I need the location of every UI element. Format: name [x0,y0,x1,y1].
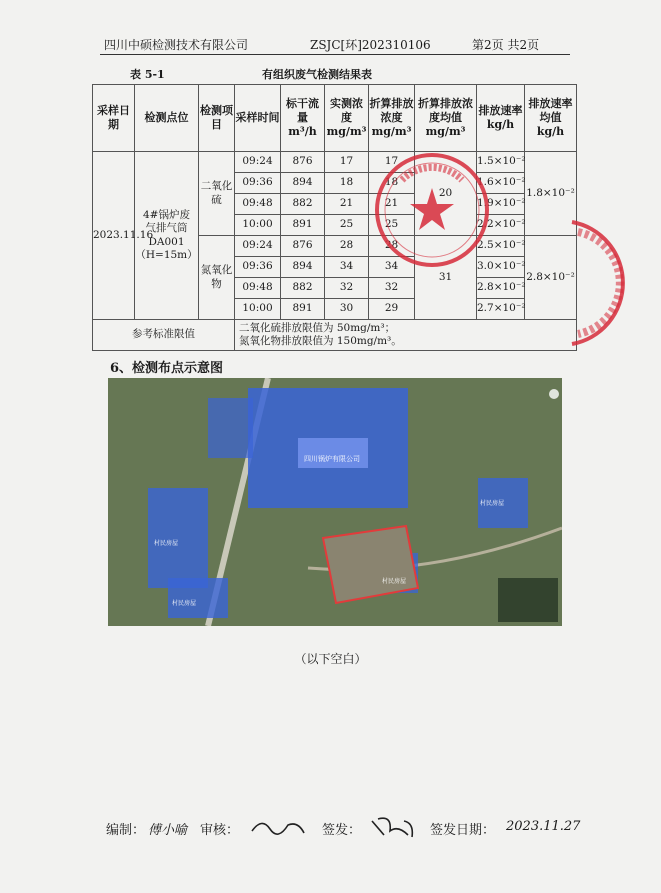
cell-time: 09:36 [235,173,281,194]
table-caption: 有组织废气检测结果表 [262,68,372,81]
cell-rate: 2.7×10⁻² [477,299,525,320]
map-village-label: 村民房屋 [480,500,505,507]
col-header: 折算排放浓度均值 mg/m³ [415,85,477,152]
col-header: 采样时间 [235,85,281,152]
standard-line: 二氧化硫排放限值为 50mg/m³； [239,321,396,334]
cell-rate: 1.6×10⁻² [477,173,525,194]
col-header: 排放速率 kg/h [477,85,525,152]
cell-conc: 32 [325,278,369,299]
standard-text [235,320,577,351]
signature-reviewed [248,815,308,839]
cell-conc: 28 [325,236,369,257]
site-map [108,378,562,626]
map-village-label: 村民房屋 [172,600,197,607]
sample-point-line: 气排气筒 [145,222,188,235]
sample-point-line: 4#锅炉废 [143,209,190,222]
label-issue-date: 签发日期： [430,823,496,838]
company-name: 四川中硕检测技术有限公司 [104,38,249,52]
cell-conc: 21 [325,194,369,215]
label-compiled: 编制： [106,823,146,838]
sample-date: 2023.11.16 [93,152,135,320]
table-header-row [93,85,577,152]
cell-flow: 894 [281,257,325,278]
col-header: 折算排放浓度 mg/m³ [369,85,415,152]
cell-conc: 17 [325,152,369,173]
cell-conv: 17 [369,152,415,173]
edge-seal [570,218,630,348]
cell-conv: 29 [369,299,415,320]
cell-conv: 32 [369,278,415,299]
cell-time: 09:24 [235,236,281,257]
cell-time: 10:00 [235,215,281,236]
standard-line: 氮氧化物排放限值为 150mg/m³。 [239,335,402,347]
cell-flow: 891 [281,215,325,236]
results-table [92,84,577,351]
cell-flow: 882 [281,278,325,299]
col-header: 检测点位 [135,85,199,152]
avg-rate: 2.8×10⁻² [525,236,577,320]
cell-conv: 34 [369,257,415,278]
cell-conv: 25 [369,215,415,236]
cell-rate: 2.8×10⁻² [477,278,525,299]
cell-rate: 2.5×10⁻² [477,236,525,257]
cell-rate: 1.5×10⁻² [477,152,525,173]
label-issued: 签发： [322,823,362,838]
cell-conc: 18 [325,173,369,194]
cell-rate: 3.0×10⁻² [477,257,525,278]
section-title: 6、检测布点示意图 [110,361,224,376]
col-header: 标干流量 m³/h [281,85,325,152]
signature-issued [368,815,418,841]
page-header [100,34,570,55]
map-village-label: 村民房屋 [382,578,407,585]
cell-flow: 876 [281,236,325,257]
avg-conc: 31 [415,236,477,320]
label-reviewed: 审核： [200,823,240,838]
table-label: 表 5-1 [130,68,165,81]
cell-flow: 894 [281,173,325,194]
cell-flow: 891 [281,299,325,320]
signature-compiled: 傅小喻 [148,823,188,838]
cell-conv: 18 [369,173,415,194]
signoff-line [106,815,586,841]
cell-time: 09:36 [235,257,281,278]
page-info: 第2页 共2页 [472,38,540,52]
col-header: 采样日期 [93,85,135,152]
cell-conv: 21 [369,194,415,215]
standard-row [93,320,577,351]
map-village-label: 村民房屋 [154,540,179,547]
map-main-label: 四川锅炉有限公司 [304,455,360,463]
cell-conc: 25 [325,215,369,236]
test-item: 氮氧化物 [199,236,235,320]
cell-rate: 1.9×10⁻² [477,194,525,215]
col-header: 实测浓度 mg/m³ [325,85,369,152]
cell-conc: 34 [325,257,369,278]
avg-rate: 1.8×10⁻² [525,152,577,236]
avg-conc: 20 [415,152,477,236]
sample-point-line: DA001 [148,235,185,248]
table-row [93,152,577,173]
col-header: 排放速率均值 kg/h [525,85,577,152]
cell-time: 09:48 [235,278,281,299]
cell-conv: 28 [369,236,415,257]
blank-note: （以下空白） [294,652,367,666]
cell-time: 10:00 [235,299,281,320]
sample-point-line: （H=15m） [135,248,198,261]
cell-time: 09:24 [235,152,281,173]
cell-rate: 2.2×10⁻² [477,215,525,236]
results-table-wrap [92,84,576,354]
cell-time: 09:48 [235,194,281,215]
company-seal [372,150,492,270]
cell-flow: 876 [281,152,325,173]
col-header: 检测项目 [199,85,235,152]
cell-flow: 882 [281,194,325,215]
report-number: ZSJC[环]202310106 [310,38,431,52]
signature-issue-date: 2023.11.27 [506,819,581,834]
test-item: 二氧化硫 [199,152,235,236]
standard-label: 参考标准限值 [93,320,235,351]
cell-conc: 30 [325,299,369,320]
